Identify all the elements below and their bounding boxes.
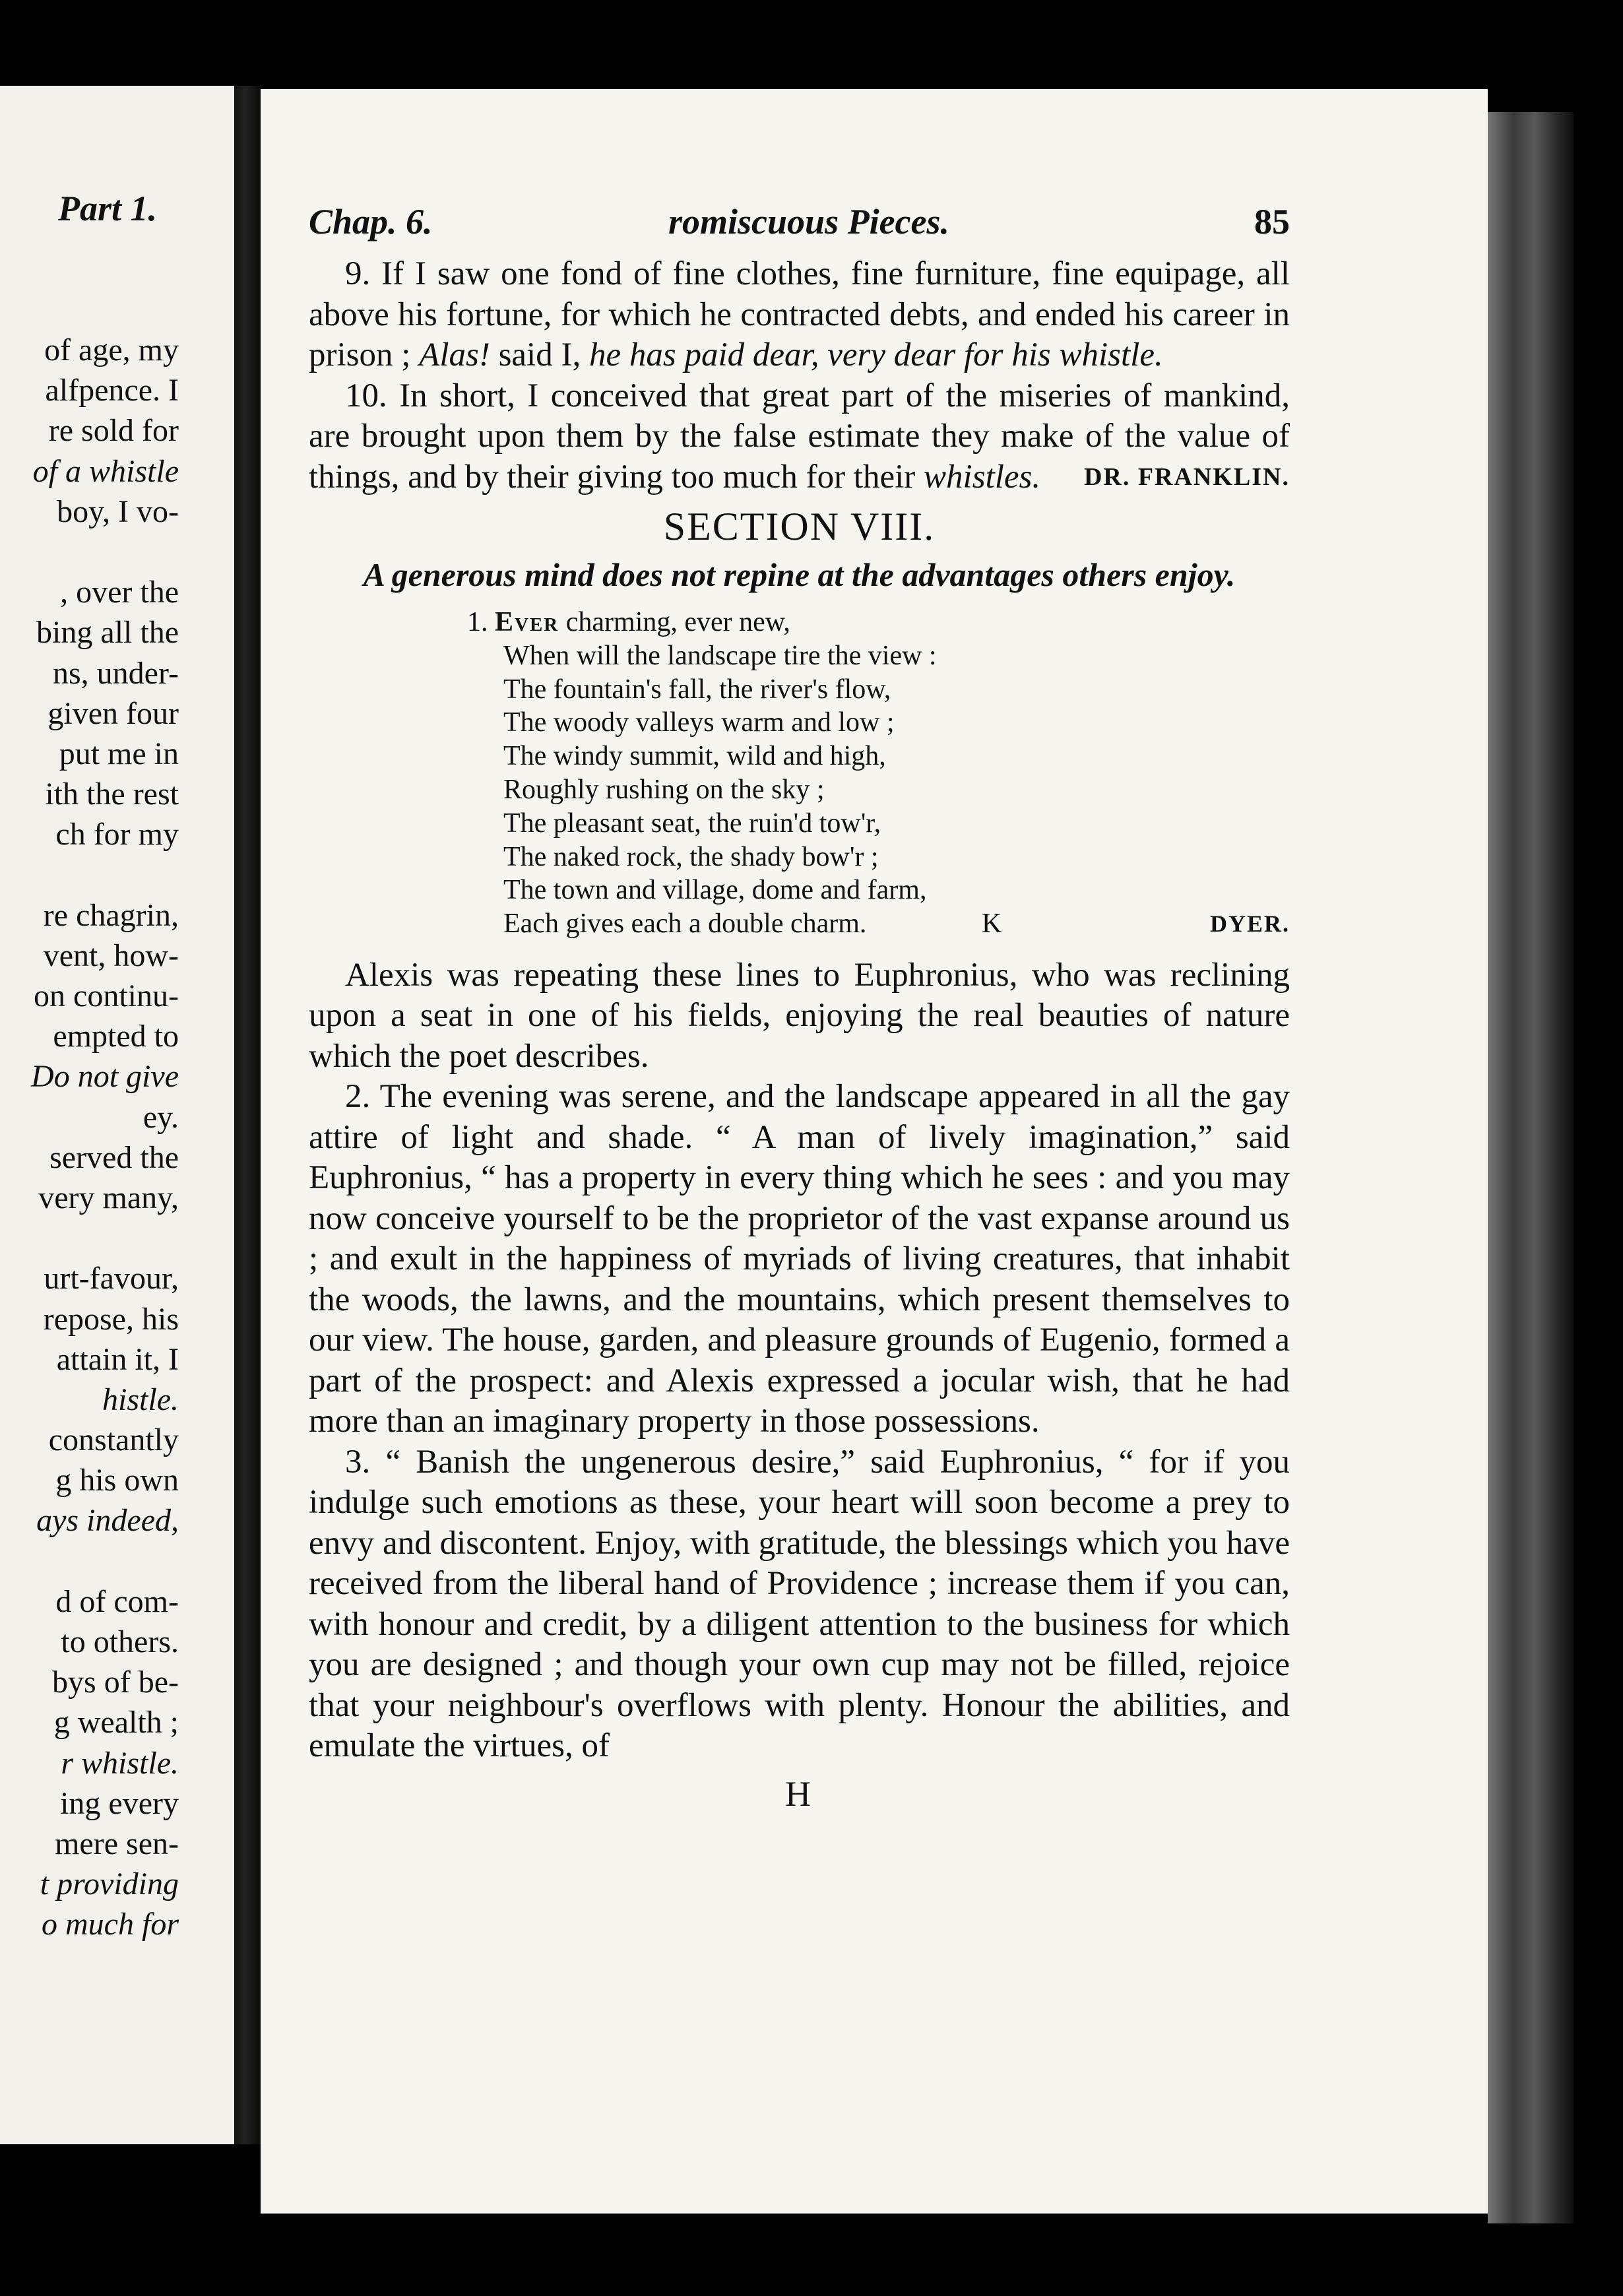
- left-page-line: g wealth ;: [53, 1705, 179, 1740]
- paragraph-9: [309, 254, 1290, 376]
- left-page-line: given four: [48, 695, 179, 731]
- para9-text: 9. If I saw one fond of fine clothes, fine furniture, fine equipage, all above his fortune, for which he contracted debts, and ended his career in prison ;: [309, 255, 1290, 373]
- left-page-line: to others.: [61, 1624, 179, 1659]
- left-page-line: vent, how-: [43, 938, 179, 973]
- right-page: [261, 89, 1488, 2214]
- left-page-text: [0, 330, 179, 1945]
- poem-first-word: Ever: [495, 607, 559, 637]
- left-page-line: of age, my: [44, 333, 179, 367]
- chapter-label: Chap. 6.: [309, 202, 433, 241]
- left-page-line: d of com-: [55, 1583, 179, 1619]
- left-page-line: , over the: [60, 575, 179, 610]
- left-page-line: repose, his: [43, 1301, 179, 1337]
- poem-line: The pleasant seat, the ruin'd tow'r,: [503, 808, 881, 839]
- left-page-line: [0, 1541, 179, 1581]
- left-page-line: re sold for: [48, 413, 179, 449]
- poem-attribution: DYER.: [1209, 910, 1290, 938]
- book-gutter: [234, 86, 261, 2144]
- page-content: [309, 201, 1290, 1814]
- signature-mark: H: [785, 1773, 813, 1814]
- left-page-line: of a whistle: [32, 453, 179, 489]
- poem: [467, 606, 1290, 941]
- section-subtitle: A generous mind does not repine at the advantages others enjoy.: [363, 556, 1236, 593]
- poem-line: When will the landscape tire the view :: [503, 640, 937, 671]
- left-page-line: ays indeed,: [36, 1503, 179, 1539]
- paragraph-2: [309, 1077, 1290, 1442]
- body-text: [309, 955, 1290, 1767]
- para9-text-2: said I,: [490, 336, 589, 373]
- author-attribution: DR. FRANKLIN.: [1083, 462, 1290, 491]
- para9-exclamation: Alas!: [419, 336, 490, 373]
- left-page-line: attain it, I: [56, 1341, 179, 1377]
- poem-number: 1.: [467, 607, 495, 637]
- section-title: SECTION VIII.: [663, 505, 936, 548]
- left-page-line: empted to: [53, 1019, 179, 1054]
- running-header: [309, 201, 1290, 254]
- left-page-line: [0, 1218, 179, 1258]
- left-page-line: [0, 532, 179, 572]
- left-page-fragment: [0, 86, 234, 2144]
- paragraph-10: [309, 376, 1290, 498]
- left-page-line: boy, I vo-: [57, 494, 179, 529]
- left-page-line: ns, under-: [53, 655, 179, 691]
- poem-line: The fountain's fall, the river's flow,: [503, 674, 891, 705]
- left-page-line: g his own: [55, 1463, 179, 1498]
- left-page-line: t providing: [40, 1866, 179, 1902]
- left-page-line: served the: [49, 1139, 179, 1175]
- left-page-line: urt-favour,: [44, 1261, 179, 1296]
- book-edge: [1488, 112, 1574, 2223]
- poem-line: The town and village, dome and farm,: [503, 875, 927, 906]
- left-page-line: ing every: [60, 1785, 179, 1821]
- left-page-line: [0, 854, 179, 895]
- paragraph-3-text: 3. “ Banish the ungenerous desire,” said Euphronius, “ for if you indulge such emotions as these, your heart will soon become a prey to envy and discontent. Enjoy, with gratitude, the blessings which you have received from the liberal hand of Providence ; increase them if you can, with honour and credit, by a diligent attention to the business for which you are designed ; and though your own cup may not be filled, rejoice that your neighbour's overflows with plenty. Honour the abilities, and emulate the virtues, of: [309, 1443, 1290, 1765]
- paragraph-2-text: 2. The evening was serene, and the landscape appeared in all the gay attire of light and shade. “ A man of lively imagination,” said Euphronius, “ has a property in every thing which he sees : and you may now conceive yourself to be the proprietor of the vast expanse around us ; and exult in the happiness of myriads of living creatures, that inhabit the woods, the lawns, and the mountains, which present themselves to our view. The house, garden, and pleasure grounds of Eugenio, formed a part of the prospect: and Alexis expressed a jocular wish, that he had more than an imaginary property in those possessions.: [309, 1078, 1290, 1440]
- left-page-line: mere sen-: [55, 1826, 179, 1861]
- paragraph-1-text: Alexis was repeating these lines to Euphronius, who was reclining upon a seat in one of his fields, enjoying the real beauties of nature which the poet describes.: [309, 956, 1290, 1075]
- paragraph-3: [309, 1442, 1290, 1767]
- poem-line: [467, 606, 1290, 639]
- left-page-line: Do not give: [31, 1059, 179, 1095]
- running-title: romiscuous Pieces.: [668, 202, 949, 241]
- page-number: 85: [1254, 202, 1290, 241]
- left-page-line: on continu-: [34, 978, 179, 1013]
- poem-lines: [467, 639, 1290, 941]
- poem-first-line: charming, ever new,: [559, 607, 790, 637]
- left-page-line: put me in: [59, 736, 179, 771]
- paragraph-1: [309, 955, 1290, 1077]
- poem-line: Roughly rushing on the sky ;: [503, 774, 825, 805]
- left-page-line: bys of be-: [52, 1665, 179, 1700]
- para10-italic-ending: whistles.: [924, 458, 1041, 495]
- poem-line: Each gives each a double charm.: [503, 909, 867, 940]
- left-page-line: bing all the: [36, 615, 179, 651]
- para9-italic-ending: he has paid dear, very dear for his whistle.: [589, 336, 1163, 373]
- poem-line: The windy summit, wild and high,: [503, 741, 886, 772]
- left-page-line: r whistle.: [61, 1745, 179, 1781]
- left-page-line: very many,: [38, 1180, 179, 1215]
- left-page-line: ch for my: [55, 817, 179, 852]
- left-page-line: ith the rest: [45, 777, 179, 812]
- poem-line: The woody valleys warm and low ;: [503, 707, 895, 738]
- left-page-line: histle.: [102, 1382, 179, 1417]
- poem-line: The naked rock, the shady bow'r ;: [503, 841, 879, 872]
- left-page-line: constantly: [48, 1422, 179, 1458]
- left-page-line: o much for: [42, 1907, 179, 1942]
- left-page-header: Part 1.: [58, 189, 158, 228]
- left-page-line: alfpence. I: [45, 373, 179, 408]
- para10-text: 10. In short, I conceived that great part of the miseries of mankind, are brought upon them by the false estimate they make of the value of things, and by their giving too much for their: [309, 377, 1290, 495]
- left-page-line: ey.: [143, 1099, 179, 1135]
- printer-mark: K: [982, 909, 1002, 940]
- left-page-line: re chagrin,: [43, 897, 179, 933]
